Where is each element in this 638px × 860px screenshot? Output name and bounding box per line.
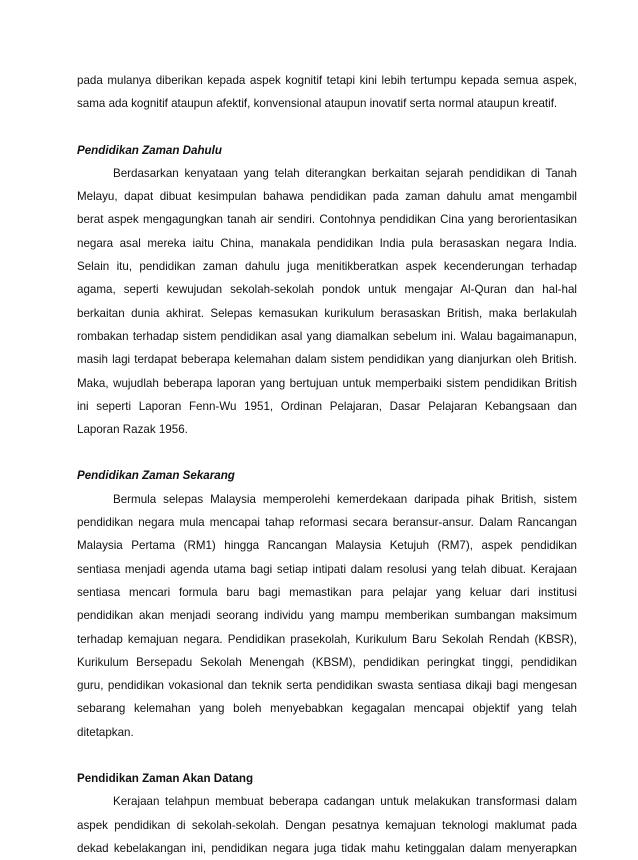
text-line: pada mulanya diberikan kepada aspek kognitif tetapi kini lebih tertumpu kepada semua aspek, xyxy=(77,74,577,87)
text-line: Kerajaan telahpun membuat beberapa cadangan untuk melakukan transformasi dalam xyxy=(113,795,577,809)
intro-paragraph xyxy=(77,69,577,116)
section-zaman-sekarang xyxy=(77,464,577,744)
text-line: Malaysia Pertama (RM1) hingga Rancangan Malaysia Ketujuh (RM7), aspek pendidikan xyxy=(77,539,577,553)
text-line: Kurikulum Bersepadu Sekolah Menengah (KBSM), pendidikan peringkat tinggi, pendidikan xyxy=(77,655,577,669)
text-line: sentiasa mencari formula baru bagi memastikan para pelajar yang keluar dari institusi xyxy=(77,585,577,599)
text-line: Bermula selepas Malaysia memperolehi kemerdekaan daripada pihak British, sistem xyxy=(113,492,577,506)
text-line: sebarang kelemahan yang boleh menyebabkan kegagalan mencapai objektif yang telah xyxy=(77,702,577,716)
text-line: Melayu, dapat dibuat kesimpulan bahawa pendidikan pada zaman dahulu amat mengambil xyxy=(77,190,577,204)
text-line: sentiasa menjadi agenda utama bagi setiap intipati dalam resolusi yang telah dibuat. Kerajaan xyxy=(77,562,577,576)
text-line: Laporan Razak 1956. xyxy=(77,423,188,437)
text-line: berkaitan dunia akhirat. Selepas kemasukan kurikulum berasaskan British, maka berlakulah xyxy=(77,306,577,320)
section-paragraph xyxy=(77,790,577,860)
text-line: pendidikan akan menjadi seorang individu yang mampu memberikan sumbangan maksimum xyxy=(77,609,577,623)
section-zaman-akan-datang xyxy=(77,767,577,860)
section-heading: Pendidikan Zaman Akan Datang xyxy=(77,772,254,786)
text-line: berat aspek mengagungkan tanah air sendiri. Contohnya pendidikan Cina yang berorientasikan xyxy=(77,213,577,227)
text-line: negara asal mereka iaitu China, manakala pendidikan India pula berasaskan negara India. xyxy=(77,236,577,250)
section-spacer xyxy=(77,441,577,464)
text-line: aspek pendidikan di sekolah-sekolah. Dengan pesatnya kemajuan teknologi maklumat pada xyxy=(77,818,577,832)
text-line: Maka, wujudlah beberapa laporan yang bertujuan untuk memperbaiki sistem pendidikan British xyxy=(77,376,577,390)
text-line: masih lagi terdapat beberapa kelemahan dalam sistem pendidikan yang dianjurkan oleh British. xyxy=(77,353,577,367)
text-line: rombakan terhadap sistem pendidikan asal yang diamalkan sebelum ini. Walau bagaimanapun, xyxy=(77,329,577,343)
section-heading: Pendidikan Zaman Dahulu xyxy=(77,143,222,157)
text-line: Berdasarkan kenyataan yang telah diterangkan berkaitan sejarah pendidikan di Tanah xyxy=(113,166,577,180)
section-heading: Pendidikan Zaman Sekarang xyxy=(77,469,235,483)
text-line: sama ada kognitif ataupun afektif, konvensional ataupun inovatif serta normal ataupun kreatif. xyxy=(77,97,558,111)
section-paragraph xyxy=(77,488,577,744)
section-spacer xyxy=(77,744,577,767)
text-line: ini seperti Laporan Fenn-Wu 1951, Ordinan Pelajaran, Dasar Pelajaran Kebangsaan dan xyxy=(77,399,577,413)
text-line: ditetapkan. xyxy=(77,725,134,739)
text-line: dekad kebelakangan ini, pendidikan negara juga tidak mahu ketinggalan dalam menyerapkan xyxy=(77,841,577,855)
text-line: guru, pendidikan vokasional dan teknik serta pendidikan swasta sentiasa dikaji bagi mengesan xyxy=(77,679,577,693)
text-line: terhadap kemajuan negara. Pendidikan prasekolah, Kurikulum Baru Sekolah Rendah (KBSR), xyxy=(77,632,577,646)
text-line: agama, seperti kewujudan sekolah-sekolah pondok untuk mengajar Al-Quran dan hal-hal xyxy=(77,283,577,297)
section-zaman-dahulu xyxy=(77,139,577,442)
section-paragraph xyxy=(77,162,577,442)
text-line: pendidikan negara mula mencapai tahap reformasi secara beransur-ansur. Dalam Rancangan xyxy=(77,516,577,530)
text-line: Selain itu, pendidikan zaman dahulu juga menitikberatkan aspek kecenderungan terhadap xyxy=(77,260,577,274)
